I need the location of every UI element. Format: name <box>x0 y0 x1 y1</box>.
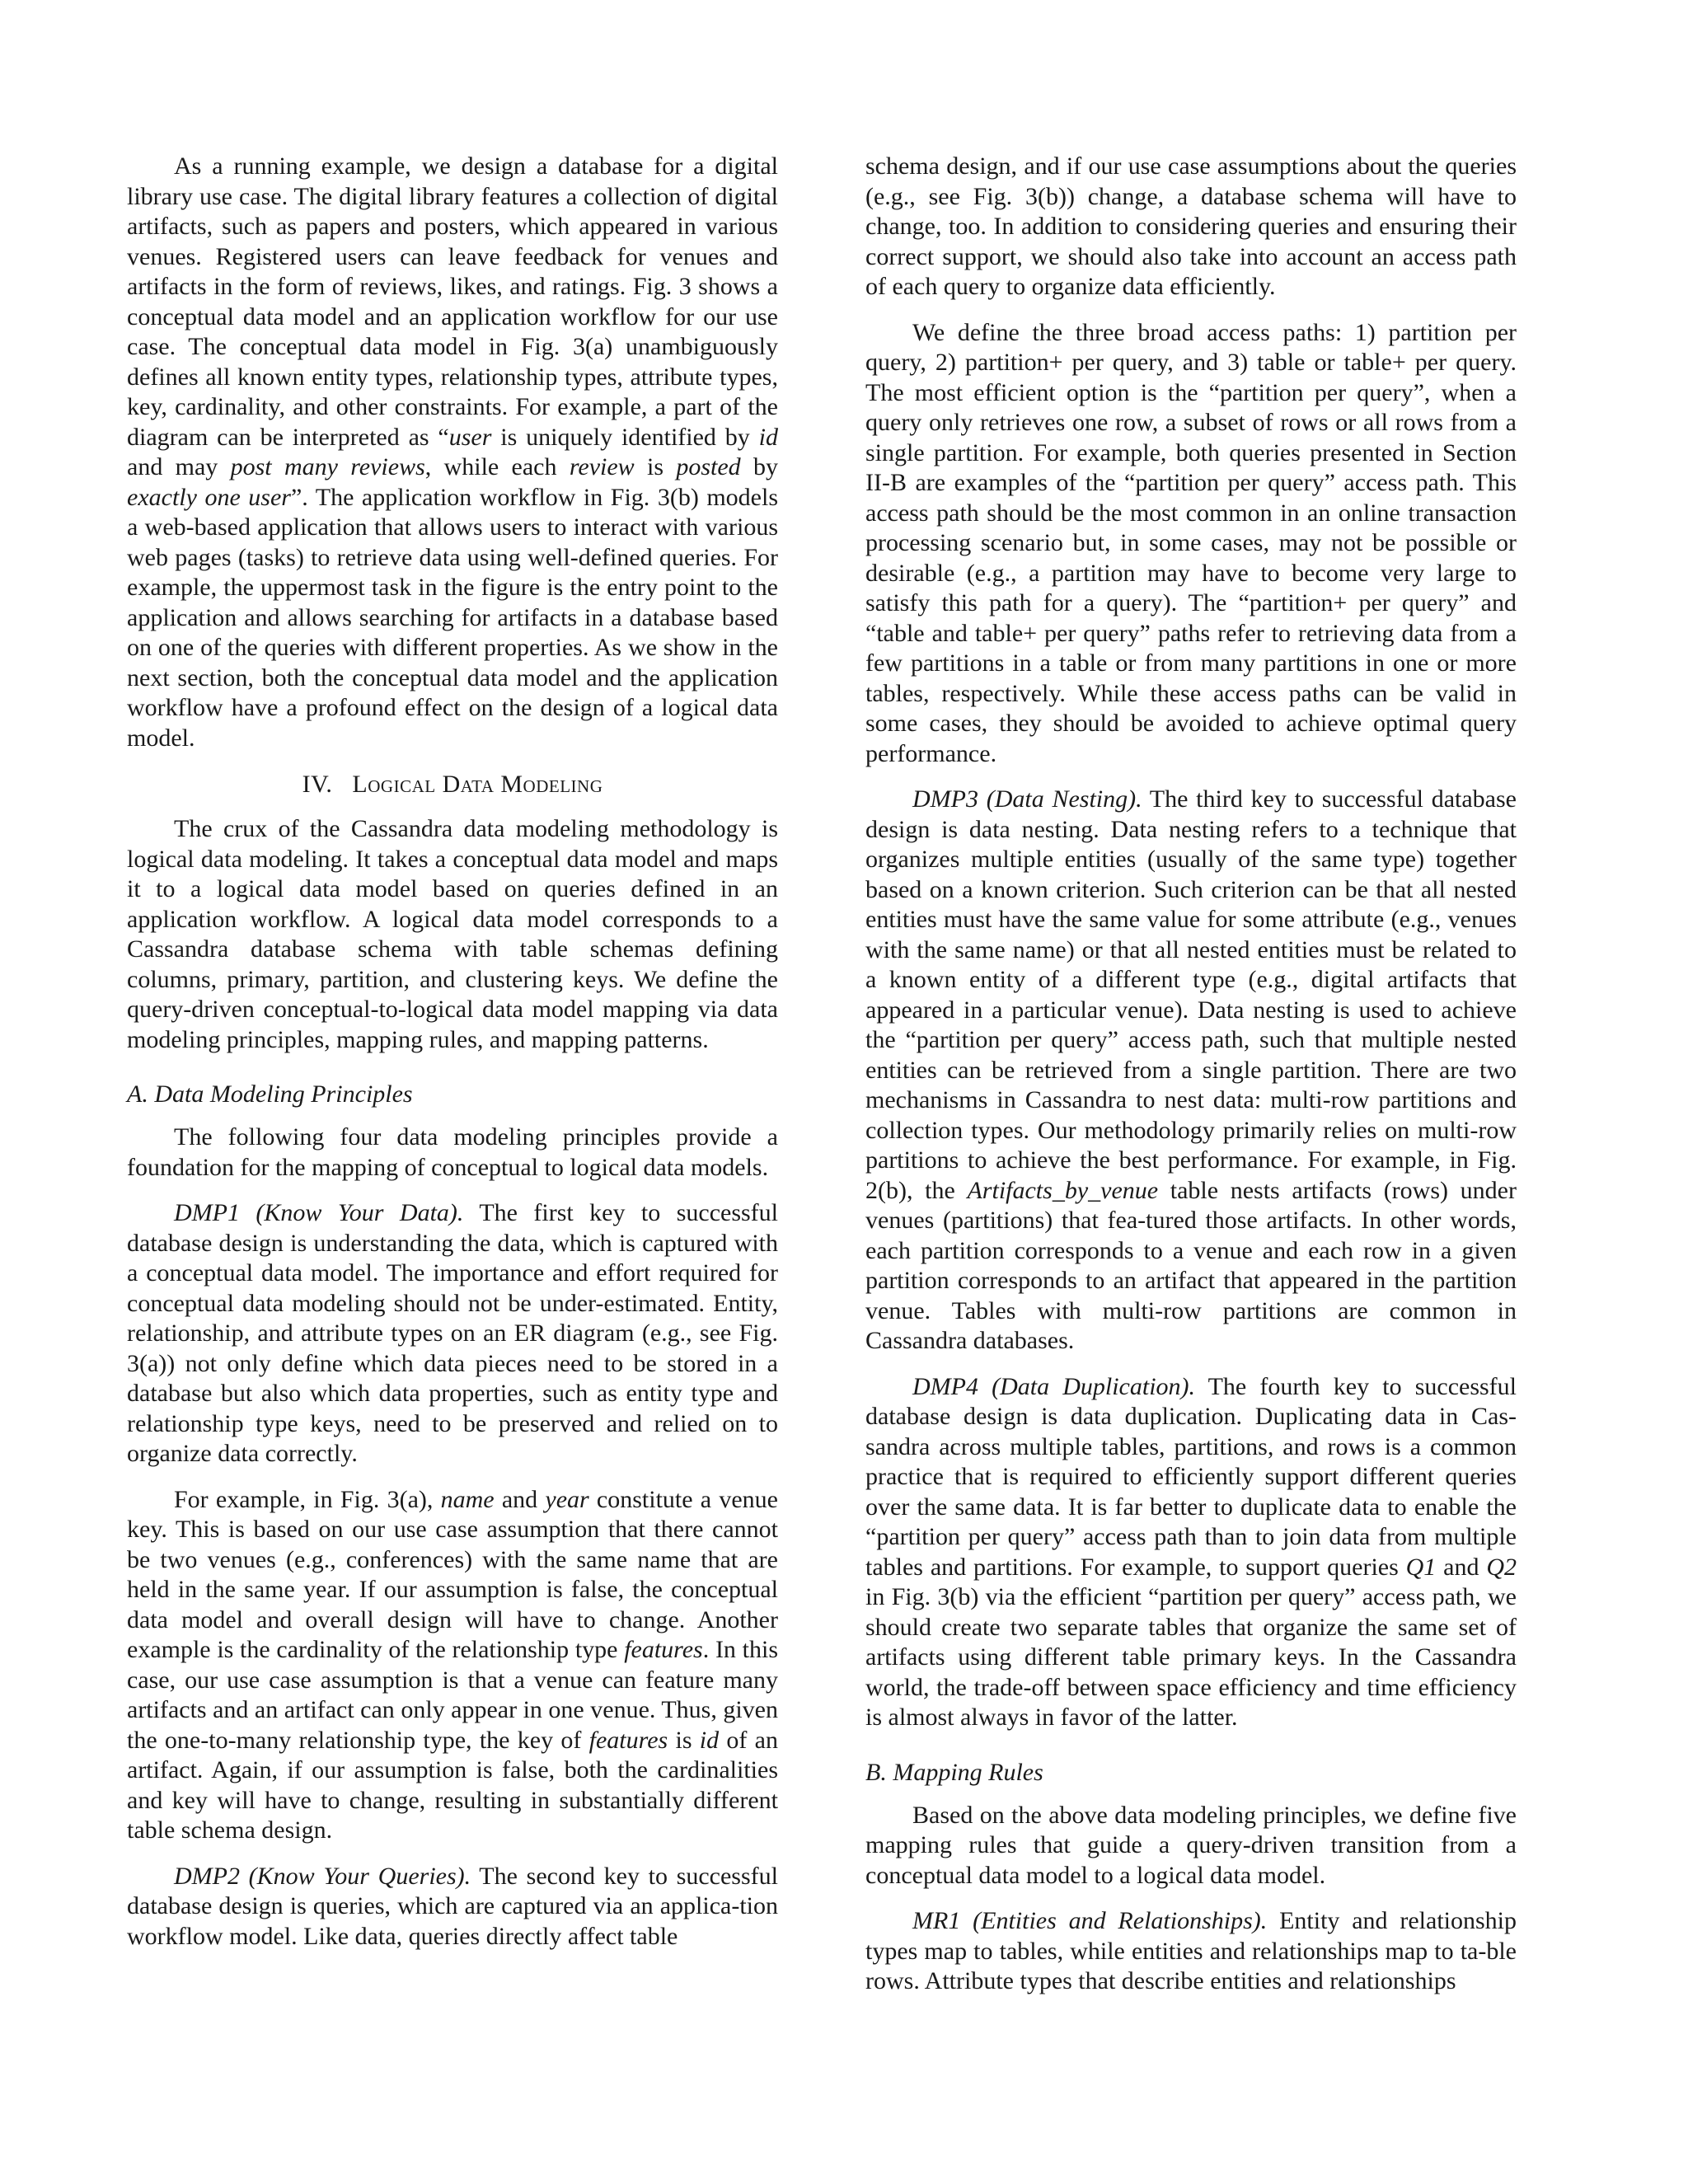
text-run: The fourth key to successful database design is data duplication. Duplicating data in Cas-sandra across multiple tables, partitions, and rows is a common practice that is required to efficiently support different queries over the same data. It is far better to duplicate data to enable the “partition per query” access path than to join data from multiple tables and partitions. For example, to support queries <box>865 1372 1517 1581</box>
text-run: is <box>668 1726 700 1754</box>
intro-paragraph <box>127 152 778 753</box>
emphasis: review <box>569 453 635 480</box>
section-heading <box>127 770 778 799</box>
mapping-rules-intro-paragraph: Based on the above data modeling principles, we define five mapping rules that guide a query-driven transition from a conceptual data model to a logical data model. <box>865 1801 1517 1889</box>
emphasis: posted <box>676 453 741 480</box>
emphasis: year <box>545 1485 589 1513</box>
text-run: of an artifact. Again, if our assumption is false, both the cardinalities and key will have to change, resulting in substantially different table schema design. <box>127 1726 778 1844</box>
principle-lead: DMP2 (Know Your Queries). <box>174 1862 471 1890</box>
emphasis: id <box>758 423 778 451</box>
text-run: and <box>494 1485 546 1513</box>
text-run: Entity and relationship types map to tables, while entities and relationships map to ta-ble rows. Attribute types that describe entities and relationships <box>865 1907 1517 1994</box>
text-run: , while each <box>424 453 570 480</box>
dmp4-paragraph <box>865 1372 1517 1733</box>
access-paths-paragraph: We define the three broad access paths: 1) partition per query, 2) partition+ per query, and 3) table or table+ per query. The most efficient option is the “partition per query”, when a query only retrieves one row, a subset of rows or all rows from a single partition. For example, both queries presented in Section II-B are examples of the “partition per query” access path. This access path should be the most common in an online transaction processing scenario but, in some cases, may not be possible or desirable (e.g., a partition may have to become very large to satisfy this path for a query). The “partition+ per query” and “table and table+ per query” paths refer to retrieving data from a few partitions in a table or from many partitions in one or more tables, respectively. While these access paths can be valid in some cases, they should be avoided to achieve optimal query performance. <box>865 318 1517 767</box>
text-run: The first key to successful database design is understanding the data, which is captured with a conceptual data model. The importance and effort required for conceptual data modeling should not be under-estimated. Entity, relationship, and attribute types on an ER diagram (e.g., see Fig. 3(a)) not only define which data pieces need to be stored in a database but also which data properties, such as entity type and relationship type keys, need to be preserved and relied on to organize data correctly. <box>127 1199 778 1467</box>
dmp2-paragraph <box>127 1862 778 1952</box>
principle-lead: DMP1 (Know Your Data). <box>174 1199 464 1226</box>
dmp1-paragraph <box>127 1198 778 1469</box>
right-column <box>865 152 1517 2013</box>
continued-paragraph: schema design, and if our use case assumptions about the queries (e.g., see Fig. 3(b)) change, a database schema will have to change, too. In addition to considering queries and ensuring their correct support, we should also take into account an access path of each query to organize data efficiently. <box>865 152 1517 300</box>
rule-lead: MR1 (Entities and Relationships). <box>912 1907 1268 1934</box>
principles-intro-paragraph: The following four data modeling principles provide a foundation for the mapping of conceptual to logical data models. <box>127 1123 778 1181</box>
subsection-heading-a: A. Data Modeling Principles <box>127 1080 413 1108</box>
left-column <box>127 152 778 1967</box>
text-run: in Fig. 3(b) via the efficient “partition per query” access path, we should create two separate tables that organize the same set of artifacts using different table primary keys. In the Cassandra world, the trade-off between space efficiency and time efficiency is almost always in favor of the latter. <box>865 1583 1517 1731</box>
example-paragraph <box>127 1485 778 1846</box>
text-run: is <box>634 453 677 480</box>
section-intro-paragraph: The crux of the Cassandra data modeling methodology is logical data modeling. It takes a conceptual data model and maps it to a logical data model based on queries defined in an application workflow. A logical data model corresponds to a Cassandra database schema with table schemas defining columns, primary, partition, and clustering keys. We define the query-driven conceptual-to-logical data model mapping via data modeling principles, mapping rules, and mapping patterns. <box>127 815 778 1053</box>
mr1-paragraph <box>865 1906 1517 1997</box>
emphasis: Artifacts_by_venue <box>967 1176 1159 1204</box>
section-number: IV. <box>302 771 333 798</box>
emphasis: Q1 <box>1405 1553 1437 1581</box>
principle-lead: DMP3 (Data Nesting). <box>912 785 1142 813</box>
text-run: and <box>1436 1553 1487 1581</box>
text-run: The second key to successful database design is queries, which are captured via an applica-tion workflow model. Like data, queries directly affect table <box>127 1862 778 1950</box>
emphasis: features <box>588 1726 668 1754</box>
dmp3-paragraph <box>865 785 1517 1357</box>
text-run: is uniquely identified by <box>491 423 759 451</box>
emphasis: features <box>624 1636 703 1663</box>
text-run: As a running example, we design a database for a digital library use case. The digital library features a collection of digital artifacts, such as papers and posters, which appeared in various venues. Registered users can leave feedback for venues and artifacts in the form of reviews, likes, and ratings. Fig. 3 shows a conceptual data model and an application workflow for our use case. The conceptual data model in Fig. 3(a) unambiguously defines all known entity types, relationship types, attribute types, key, cardinality, and other constraints. For example, a part of the diagram can be interpreted as “ <box>127 152 778 451</box>
text-run: . In this case, our use case assumption is that a venue can feature many artifacts and an artifact can only appear in one venue. Thus, given the one-to-many relationship type, the key of <box>127 1636 778 1754</box>
emphasis: exactly one user <box>127 483 291 511</box>
emphasis: user <box>448 423 492 451</box>
text-run: For example, in Fig. 3(a), <box>174 1485 441 1513</box>
text-run: table nests artifacts (rows) under venues (partitions) that fea-tured those artifacts. In other words, each partition corresponds to a venue and each row in a given partition corresponds to an artifact that appeared in the partition venue. Tables with multi-row partitions are common in Cassandra databases. <box>865 1176 1517 1354</box>
emphasis: id <box>699 1726 720 1754</box>
emphasis: Q2 <box>1486 1553 1517 1581</box>
emphasis: name <box>440 1485 495 1513</box>
text-run: constitute a venue key. This is based on our use case assumption that there cannot be two venues (e.g., conferences) with the same name that are held in the same year. If our assumption is false, the conceptual data model and overall design will have to change. Another example is the cardinality of the relationship type <box>127 1485 778 1663</box>
subsection-heading-b: B. Mapping Rules <box>865 1758 1043 1786</box>
text-run: The third key to successful database design is data nesting. Data nesting refers to a technique that organizes multiple entities (usually of the same type) together based on a known criterion. Such criterion can be that all nested entities must have the same value for some attribute (e.g., venues with the same name) or that all nested entities must be related to a known entity of a different type (e.g., digital artifacts that appeared in a particular venue). Data nesting is used to achieve the “partition per query” access path, such that multiple nested entities can be retrieved from a single partition. There are two mechanisms in Cassandra to nest data: multi-row partitions and collection types. Our methodology primarily relies on multi-row partitions to achieve the best performance. For example, in Fig. 2(b), the <box>865 785 1517 1204</box>
emphasis: post many reviews <box>230 453 425 480</box>
text-run: and may <box>127 453 231 480</box>
text-run: by <box>740 453 778 480</box>
section-title: Logical Data Modeling <box>352 771 603 798</box>
text-run: ”. The application workflow in Fig. 3(b) models a web-based application that allows users to interact with various web pages (tasks) to retrieve data using well-defined queries. For example, the uppermost task in the figure is the entry point to the application and allows searching for artifacts in a database based on one of the queries with different properties. As we show in the next section, both the conceptual data model and the application workflow have a profound effect on the design of a logical data model. <box>127 483 778 752</box>
principle-lead: DMP4 (Data Duplication). <box>912 1372 1196 1400</box>
